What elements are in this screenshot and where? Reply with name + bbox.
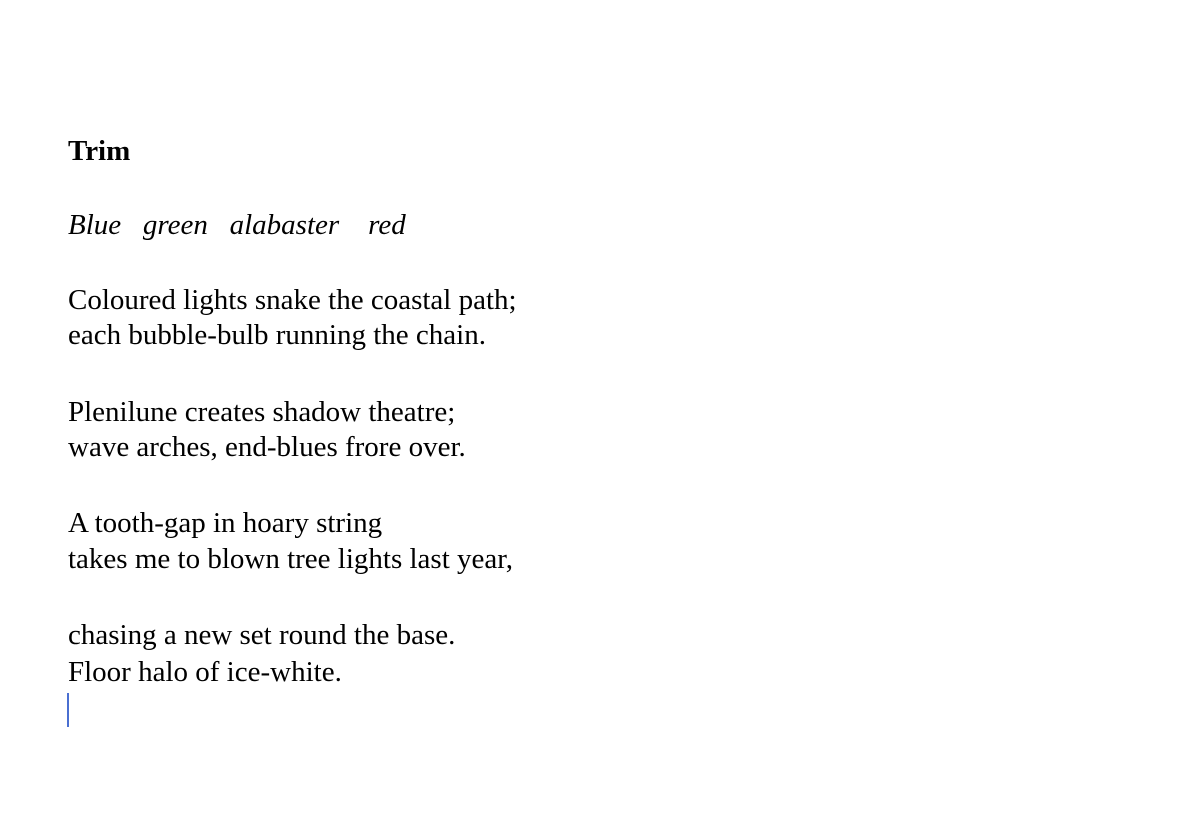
text-cursor <box>67 693 69 727</box>
stanza-3-line-2: takes me to blown tree lights last year, <box>68 543 513 575</box>
poem-title: Trim <box>68 135 131 167</box>
stanza-2-line-2: wave arches, end-blues frore over. <box>68 431 466 463</box>
stanza-1-line-2: each bubble-bulb running the chain. <box>68 319 486 351</box>
stanza-4-line-1: chasing a new set round the base. <box>68 619 456 651</box>
stanza-4-line-2: Floor halo of ice-white. <box>68 656 342 688</box>
stanza-3-line-1: A tooth-gap in hoary string <box>68 507 383 539</box>
stanza-1-line-1: Coloured lights snake the coastal path; <box>68 284 517 316</box>
stanza-2-line-1: Plenilune creates shadow theatre; <box>68 396 456 428</box>
poem-subtitle: Blue green alabaster red <box>68 209 406 241</box>
